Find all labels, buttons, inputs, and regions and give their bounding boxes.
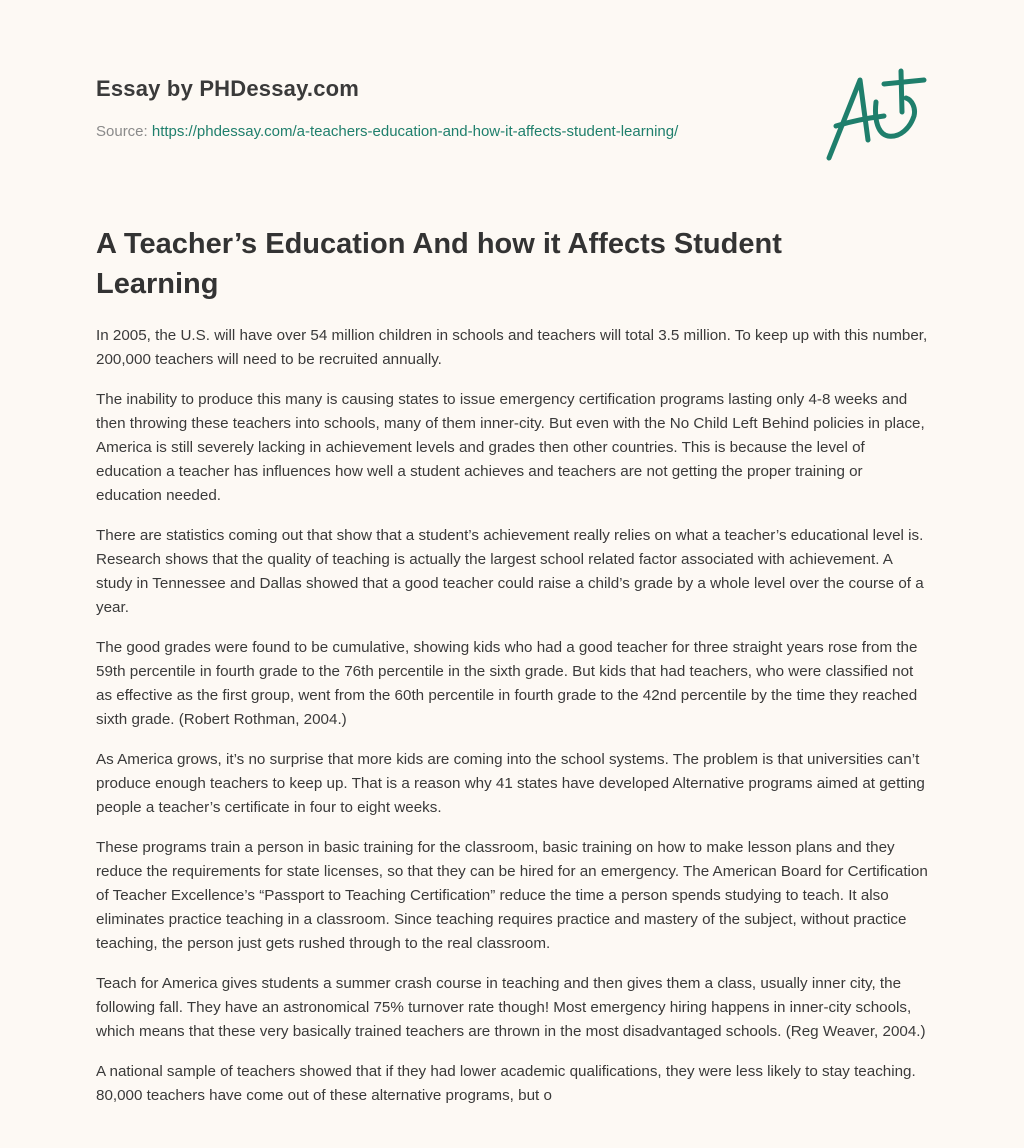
essay-title: A Teacher’s Education And how it Affects Student Learning [96, 228, 782, 300]
essay-paragraph: These programs train a person in basic training for the classroom, basic training on how to make lesson plans and they reduce the requirements for state licenses, so that they can be hired for an emergency. The American Board for Certification of Teacher Excellence’s “Passport to Teaching Certification” reduce the time a person spends studying to teach. It also eliminates practice teaching in a classroom. Since teaching requires practice and mastery of the subject, without practice teaching, the person just gets rushed through to the real classroom. [96, 839, 928, 952]
essay-body [96, 324, 932, 1124]
essay-paragraph: There are statistics coming out that show that a student’s achievement really relies on what a teacher’s educational level is. Research shows that the quality of teaching is actually the largest school related factor associated with achievement. A study in Tennessee and Dallas showed that a good teacher could raise a child’s grade by a whole level over the course of a year. [96, 527, 924, 616]
essay-paragraph: Teach for America gives students a summer crash course in teaching and then gives them a class, usually inner city, the following fall. They have an astronomical 75% turnover rate though! Most emergency hiring happens in inner-city schools, which means that these very basically trained teachers are thrown in the most disadvantaged schools. (Reg Weaver, 2004.) [96, 975, 926, 1040]
essay-paragraph: As America grows, it’s no surprise that more kids are coming into the school systems. The problem is that universities can’t produce enough teachers to keep up. That is a reason why 41 states have developed Alternative programs aimed at getting people a teacher’s certificate in four to eight weeks. [96, 751, 925, 816]
essay-paragraph: The inability to produce this many is causing states to issue emergency certification programs lasting only 4-8 weeks and then throwing these teachers into schools, many of them inner-city. But even with the No Child Left Behind policies in place, America is still severely lacking in achievement levels and grades then other countries. This is because the level of education a teacher has influences how well a student achieves and teachers are not getting the proper training or education needed. [96, 391, 925, 504]
a-plus-logo-icon [820, 66, 932, 166]
essay-paragraph: In 2005, the U.S. will have over 54 million children in schools and teachers will total 3.5 million. To keep up with this number, 200,000 teachers will need to be recruited annually. [96, 327, 928, 368]
essay-paragraph: The good grades were found to be cumulative, showing kids who had a good teacher for three straight years rose from the 59th percentile in fourth grade to the 76th percentile in the sixth grade. But kids that had teachers, who were classified not as effective as the first group, went from the 60th percentile in fourth grade to the 42nd percentile by the time they reached sixth grade. (Robert Rothman, 2004.) [96, 639, 918, 728]
essay-header [96, 74, 816, 142]
essay-paragraph: A national sample of teachers showed that if they had lower academic qualifications, they were less likely to stay teaching. 80,000 teachers have come out of these alternative programs, but o [96, 1063, 916, 1104]
source-label: Source: [96, 123, 148, 140]
source-line [96, 122, 816, 142]
source-link[interactable]: https://phdessay.com/a-teachers-education-and-how-it-affects-student-learning/ [151, 123, 679, 140]
site-brand: Essay by PHDessay.com [96, 76, 360, 101]
